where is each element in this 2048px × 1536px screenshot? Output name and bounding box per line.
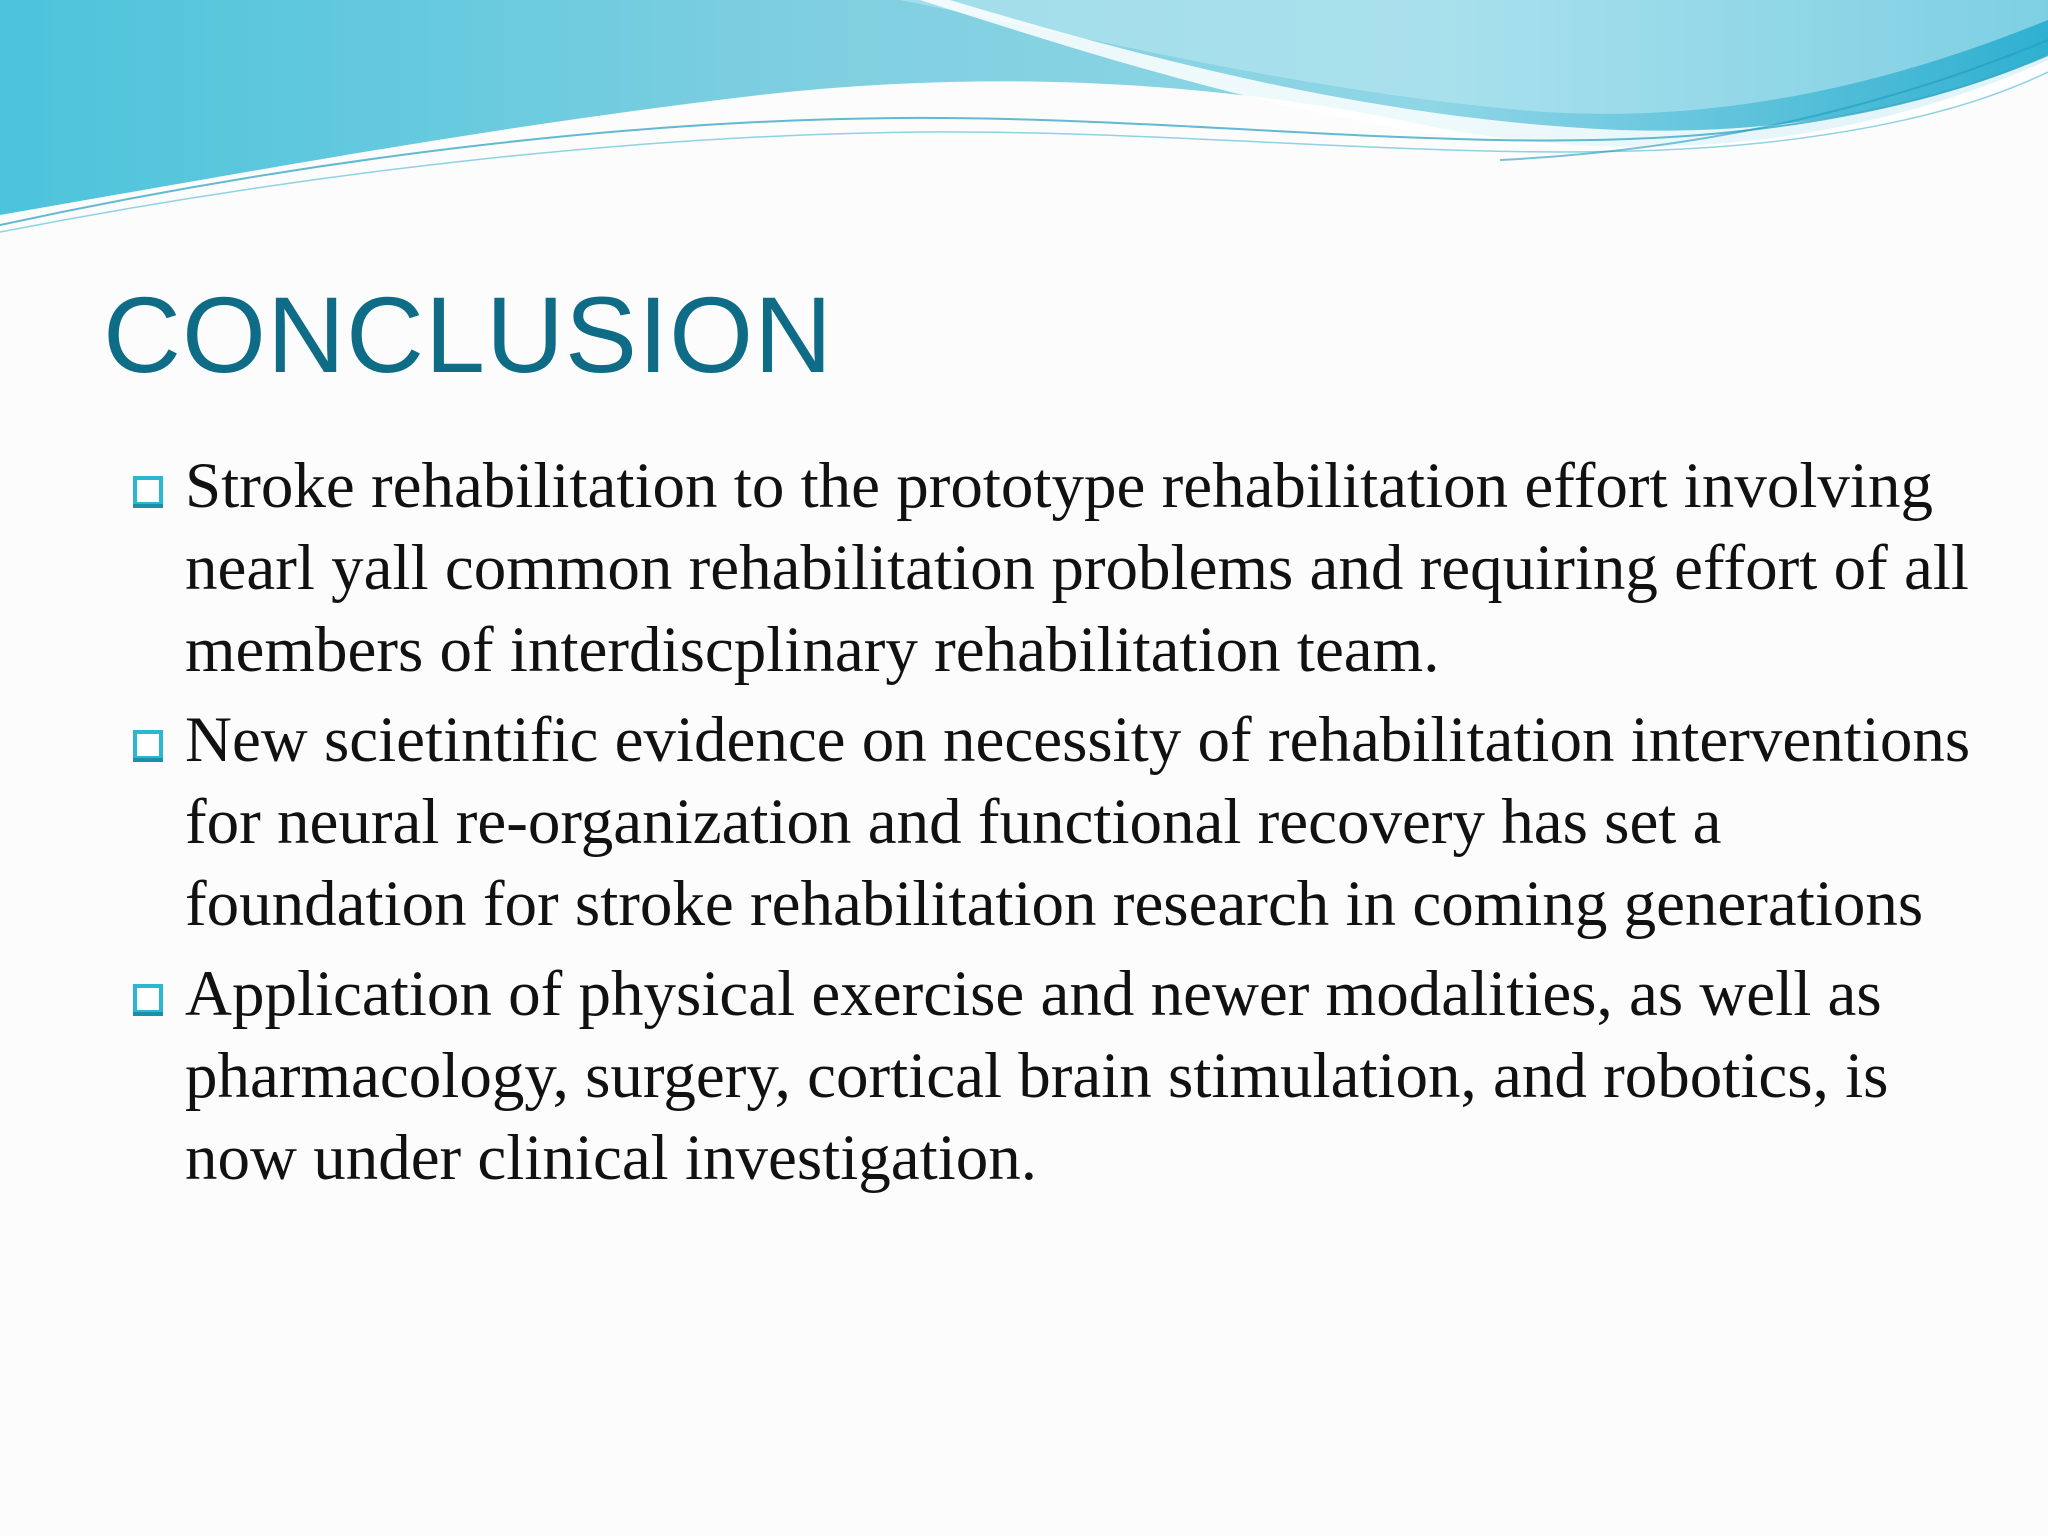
bullet-item	[128, 953, 1988, 1199]
slide-title: CONCLUSION	[103, 274, 834, 395]
bullet-item	[128, 445, 1988, 691]
hollow-square-bullet-icon	[128, 725, 168, 765]
bullet-list	[128, 445, 1988, 1207]
bullet-text: Stroke rehabilitation to the prototype rehabilitation effort involving nearl yall common rehabilitation problems and requiring effort of all members of interdiscplinary rehabilitation team.	[185, 450, 1969, 686]
bullet-text: New scietintific evidence on necessity of rehabilitation interventions for neural re-organization and functional recovery has set a foundation for stroke rehabilitation research in coming generations	[185, 704, 1971, 940]
hollow-square-bullet-icon	[128, 979, 168, 1019]
hollow-square-bullet-icon	[128, 471, 168, 511]
header-wave-decoration	[0, 0, 2048, 240]
bullet-item	[128, 699, 1988, 945]
bullet-text: Application of physical exercise and newer modalities, as well as pharmacology, surgery, cortical brain stimulation, and robotics, is now under clinical investigation.	[185, 958, 1889, 1194]
